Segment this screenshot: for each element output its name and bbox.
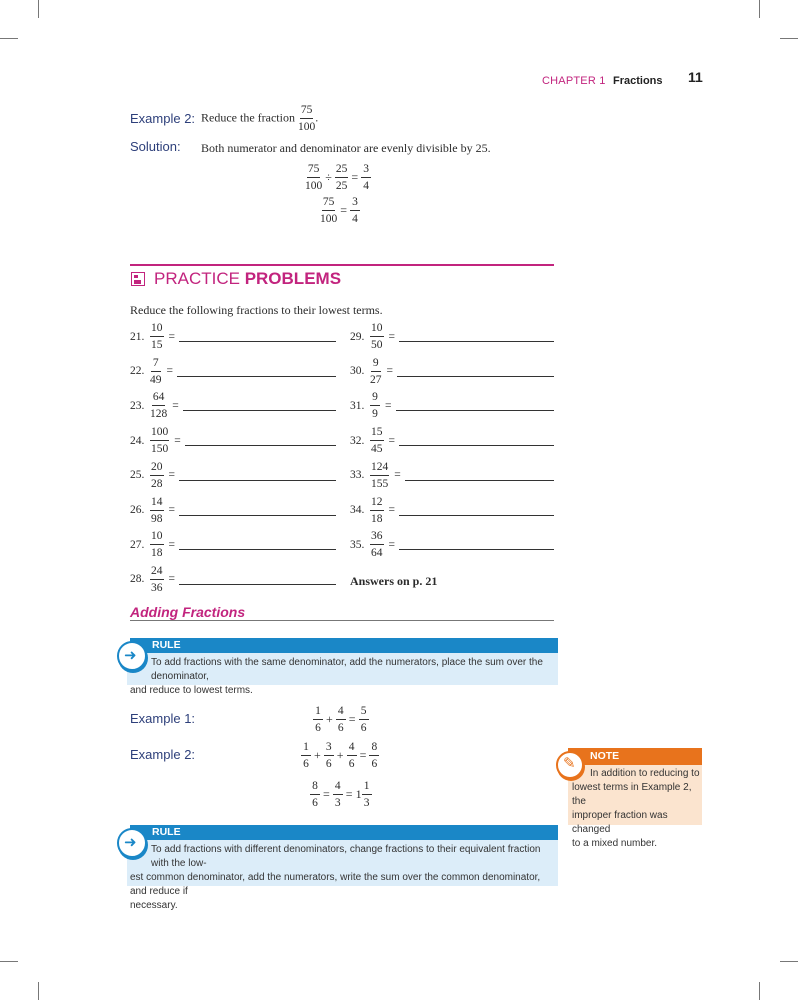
rule-text-line: To add fractions with different denominators, change fractions to their equivalent fraction with the low- [151, 844, 541, 869]
fraction [370, 461, 389, 490]
example-label: Example 2: [130, 111, 196, 126]
fraction [324, 741, 334, 770]
arrow-icon [117, 828, 147, 858]
note-body [568, 765, 702, 849]
fraction [150, 391, 167, 420]
equals-sign: = [174, 434, 181, 447]
fraction [305, 163, 322, 192]
numerator: 4 [347, 741, 357, 756]
numerator: 3 [324, 741, 334, 756]
denominator: 100 [297, 121, 316, 133]
equals-sign: = [388, 434, 395, 447]
fraction [362, 780, 372, 809]
equals-sign: = [359, 748, 367, 762]
equals-sign: = [388, 504, 395, 516]
example-text: Reduce the fraction $\frac{75}{100}$ . [201, 104, 319, 133]
numerator: 3 [350, 196, 360, 211]
numerator: 10 [150, 530, 164, 545]
equals-sign: = [168, 469, 175, 482]
fraction [370, 496, 384, 525]
denominator: 36 [151, 581, 163, 594]
denominator: 18 [371, 512, 383, 525]
fraction [150, 496, 164, 525]
denominator: 6 [360, 722, 367, 734]
answer-blank[interactable] [185, 433, 336, 446]
fraction [370, 426, 384, 455]
numerator: 4 [333, 780, 343, 795]
crop-mark [38, 0, 39, 18]
fraction [150, 357, 162, 386]
numerator: 7 [151, 357, 161, 372]
fraction [310, 780, 320, 809]
answer-blank[interactable] [179, 329, 336, 342]
denominator: 155 [371, 477, 389, 490]
denominator: 15 [151, 339, 163, 351]
math-line [313, 705, 369, 734]
denominator: 18 [151, 547, 163, 560]
fraction [370, 530, 384, 559]
answer-blank[interactable] [179, 537, 336, 550]
equals-sign: = [172, 399, 179, 412]
practice-problem [130, 565, 336, 594]
practice-title-light: PRACTICE [154, 269, 245, 288]
plus-sign: + [336, 748, 344, 762]
numerator: 24 [150, 565, 164, 580]
answers-note: Answers on p. 21 [350, 574, 438, 588]
crop-mark [780, 961, 798, 962]
denominator: 6 [315, 722, 321, 734]
numerator: 20 [150, 461, 164, 476]
fraction [320, 196, 337, 225]
equals-sign: = [323, 787, 330, 801]
equals-sign: = [168, 573, 175, 586]
equals-sign: = [385, 399, 392, 412]
denominator: 50 [371, 339, 383, 351]
numerator: 124 [370, 461, 389, 476]
whole-number: 1 [355, 787, 362, 801]
practice-problem [130, 530, 336, 559]
fraction [150, 322, 164, 351]
crop-mark [0, 38, 18, 39]
running-header [542, 71, 663, 89]
numerator: 8 [369, 741, 379, 756]
problem-number: 33. [350, 469, 365, 482]
answer-blank[interactable] [399, 503, 554, 516]
fraction [335, 163, 349, 192]
equals-sign: = [168, 538, 175, 551]
answer-blank[interactable] [183, 398, 336, 411]
practice-problem [350, 322, 554, 351]
numerator: 1 [301, 741, 311, 756]
fraction [361, 163, 371, 192]
numerator: 64 [152, 391, 166, 406]
denominator: 6 [371, 758, 378, 770]
denominator: 100 [320, 213, 338, 225]
numerator: 75 [307, 163, 321, 178]
numerator: 10 [150, 322, 164, 337]
problem-number: 31. [350, 399, 365, 412]
denominator: 4 [352, 213, 358, 225]
denominator: 27 [370, 373, 382, 386]
example-text-body: Reduce the fraction [201, 110, 295, 125]
fraction [150, 565, 164, 594]
answer-blank[interactable] [179, 503, 336, 516]
problem-number: 28. [130, 573, 145, 586]
note-text-line: lowest terms in Example 2, the [572, 782, 692, 807]
equals-sign: = [394, 469, 401, 482]
math-line [305, 163, 371, 192]
numerator: 5 [359, 705, 369, 720]
practice-problem [350, 391, 554, 420]
rule-text-line: To add fractions with the same denominator, add the numerators, place the sum over the denominator, [151, 657, 543, 682]
rule-body [127, 653, 558, 696]
fraction [150, 530, 164, 559]
fraction [347, 741, 357, 770]
denominator: 100 [305, 180, 323, 192]
practice-problem [130, 496, 336, 525]
denominator: 28 [151, 477, 163, 490]
example-label: Example 2: [130, 747, 196, 762]
plus-sign: + [326, 712, 333, 726]
denominator: 45 [371, 443, 383, 456]
practice-problem [130, 322, 336, 351]
problem-number: 34. [350, 504, 365, 516]
numerator: 100 [150, 426, 169, 441]
practice-problem [130, 391, 336, 420]
problem-number: 24. [130, 434, 145, 447]
chapter-title: Fractions [613, 75, 663, 87]
practice-problem [350, 496, 554, 525]
note-text-line: to a mixed number. [572, 838, 658, 849]
practice-title-bold: PROBLEMS [244, 269, 342, 288]
numerator: 15 [370, 426, 384, 441]
equals-sign: = [340, 203, 348, 217]
numerator: 25 [335, 163, 349, 178]
denominator: 150 [151, 443, 169, 456]
practice-problem [130, 461, 336, 490]
answer-blank[interactable] [179, 468, 336, 481]
rule-text-line: necessary. [130, 900, 178, 911]
crop-mark [780, 38, 798, 39]
problem-number: 22. [130, 365, 145, 378]
denominator: 25 [335, 180, 348, 192]
problem-number: 29. [350, 330, 365, 343]
chapter-label: CHAPTER 1 [542, 75, 606, 87]
practice-problem [350, 426, 554, 455]
math-line [310, 780, 372, 809]
rule-text-line: est common denominator, add the numerators, write the sum over the common denominator, and reduce if [130, 872, 541, 897]
section-underline [130, 620, 554, 621]
practice-problem [350, 461, 554, 490]
fraction [370, 357, 382, 386]
denominator: 4 [363, 180, 369, 192]
fraction [150, 461, 164, 490]
numerator: 1 [362, 780, 372, 795]
answer-blank[interactable] [399, 537, 554, 550]
fraction [313, 705, 323, 734]
denominator: 3 [334, 797, 341, 809]
problem-number: 21. [130, 330, 145, 343]
solution-text: Both numerator and denominator are evenly divisible by 25. [201, 141, 491, 155]
rule-header: RULE [130, 825, 558, 840]
equals-sign: = [168, 330, 175, 343]
equals-sign: = [388, 330, 395, 343]
denominator: 98 [151, 512, 163, 525]
equals-sign: = [351, 170, 359, 184]
numerator: 12 [370, 496, 384, 511]
problem-number: 23. [130, 399, 145, 412]
note-text-line: improper fraction was changed [572, 810, 668, 835]
answer-blank[interactable] [399, 329, 554, 342]
numerator: 36 [370, 530, 384, 545]
denominator: 49 [150, 373, 162, 386]
note-text-line: In addition to reducing to [590, 768, 700, 779]
rule-body [127, 840, 558, 911]
numerator: 9 [371, 357, 381, 372]
crop-mark [38, 982, 39, 1000]
fraction [350, 196, 360, 225]
practice-instructions: Reduce the following fractions to their lowest terms. [130, 303, 383, 317]
rule-header: RULE [130, 638, 558, 653]
denominator: 6 [325, 758, 332, 770]
numerator: 3 [361, 163, 371, 178]
math-line [301, 741, 379, 770]
denominator: 6 [312, 797, 318, 809]
answer-blank[interactable] [399, 433, 554, 446]
problem-number: 26. [130, 504, 145, 516]
numerator: 8 [310, 780, 320, 795]
denominator: 128 [150, 408, 168, 421]
example-label: Example 1: [130, 711, 196, 726]
numerator: 10 [370, 322, 384, 337]
fraction [369, 741, 379, 770]
divide-sign: ÷ [325, 170, 332, 184]
arrow-icon [117, 641, 147, 671]
crop-mark [759, 0, 760, 18]
numerator: 75 [322, 196, 336, 211]
math-line [320, 196, 360, 225]
fraction [150, 426, 169, 455]
fraction [298, 104, 315, 133]
crop-mark [0, 961, 18, 962]
practice-problem [130, 426, 336, 455]
numerator: 1 [313, 705, 323, 720]
equals-sign: = [345, 787, 353, 801]
answer-blank[interactable] [405, 468, 554, 481]
section-heading: Adding Fractions [130, 604, 246, 620]
answer-blank[interactable] [397, 364, 554, 377]
fraction [336, 705, 346, 734]
rule-text-line: and reduce to lowest terms. [130, 685, 253, 696]
problem-number: 35. [350, 538, 365, 551]
denominator: 6 [303, 758, 309, 770]
crop-mark [759, 982, 760, 1000]
fraction [333, 780, 343, 809]
practice-divider [130, 264, 554, 266]
equals-sign: = [166, 365, 173, 378]
denominator: 9 [372, 408, 378, 421]
equals-sign: = [388, 538, 395, 551]
answer-blank[interactable] [177, 364, 336, 377]
fraction [370, 391, 380, 420]
numerator: 9 [370, 391, 380, 406]
practice-problem [130, 357, 336, 386]
answer-blank[interactable] [396, 398, 555, 411]
problem-number: 25. [130, 469, 145, 482]
practice-icon [131, 272, 145, 286]
page-number: 11 [688, 69, 703, 85]
equals-sign: = [168, 504, 175, 516]
pencil-icon [556, 751, 584, 779]
solution-label: Solution: [130, 139, 181, 154]
plus-sign: + [314, 748, 321, 762]
note-header: NOTE [568, 748, 702, 765]
practice-title [154, 269, 341, 289]
problem-number: 30. [350, 365, 365, 378]
fraction [301, 741, 311, 770]
practice-problem [350, 530, 554, 559]
denominator: 6 [348, 758, 355, 770]
denominator: 64 [371, 547, 383, 560]
answer-blank[interactable] [179, 572, 336, 585]
denominator: 3 [363, 797, 370, 809]
equals-sign: = [386, 365, 393, 378]
equals-sign: = [348, 712, 356, 726]
numerator: 14 [150, 496, 164, 511]
problem-number: 32. [350, 434, 365, 447]
denominator: 6 [337, 722, 344, 734]
practice-problem [350, 357, 554, 386]
numerator: 4 [336, 705, 346, 720]
fraction [359, 705, 369, 734]
numerator: 75 [300, 104, 314, 119]
fraction [370, 322, 384, 351]
problem-number: 27. [130, 538, 145, 551]
